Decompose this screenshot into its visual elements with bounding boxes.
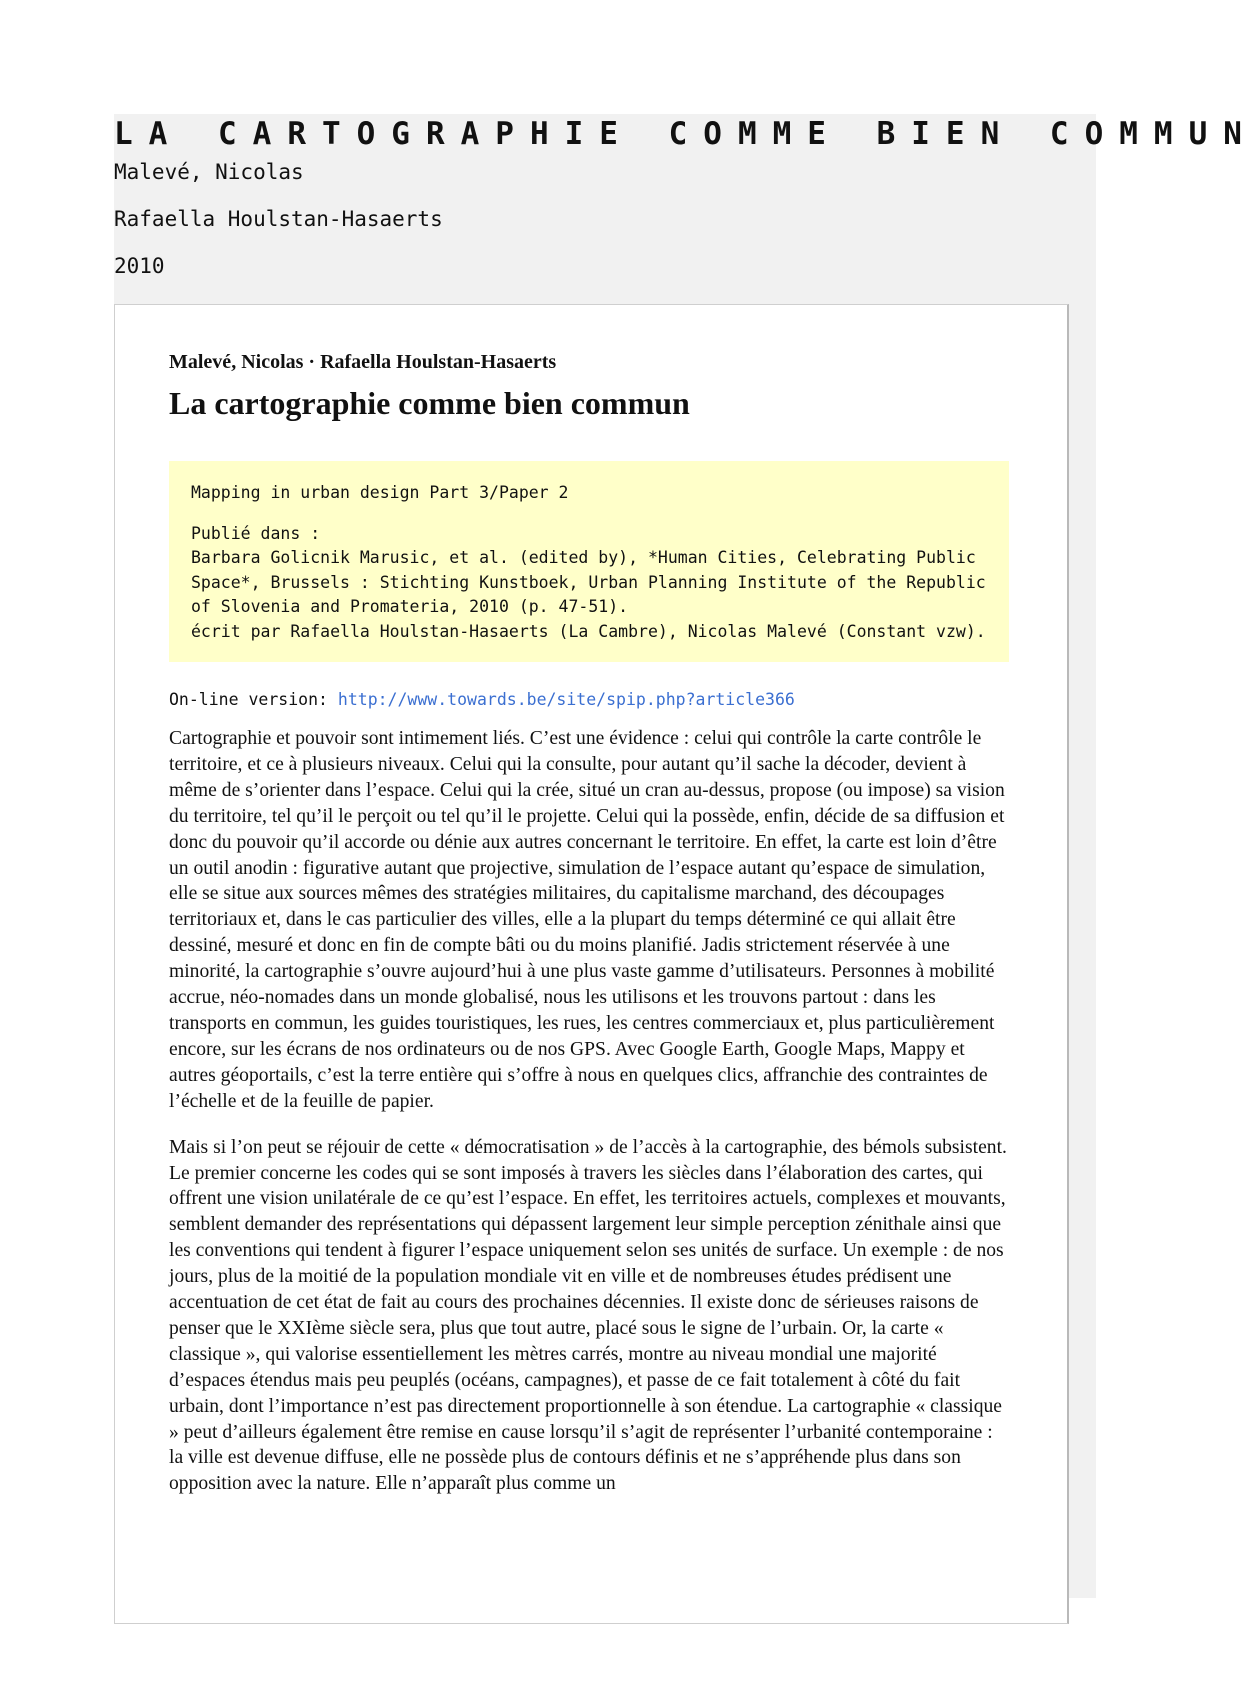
article-card xyxy=(114,304,1069,1624)
series-line: Mapping in urban design Part 3/Paper 2 xyxy=(191,483,569,502)
online-label: On-line version: xyxy=(169,690,338,709)
online-version xyxy=(169,688,1009,712)
body-paragraph: Mais si l’on peut se réjouir de cette « démocratisation » de l’accès à la cartographie, des bémols subsistent. Le premier concerne les codes qui se sont imposés à travers les siècles dans l’élaboration des cartes, qui offrent une vision unilatérale de ce qu’est l’espace. En effet, les territoires actuels, complexes et mouvants, semblent demander des représentations qui dépassent largement leur simple perception zénithale ainsi que les conventions qui tendent à figurer l’espace uniquement selon ses unités de surface. Un exemple : de nos jours, plus de la moitié de la population mondiale vit en ville et de nombreuses études prédisent une accentuation de cet état de fait au cours des prochaines décennies. Il existe donc de sérieuses raisons de penser que le XXIème siècle sera, plus que tout autre, placé sous le signe de l’urbain. Or, la carte « classique », qui valorise essentiellement les mètres carrés, montre au niveau mondial une majorité d’espaces étendus mais peu peuplés (océans, campagnes), et passe de ce fait totalement à côté du fait urbain, dont l’importance n’est pas directement proportionnelle à son étendue. La cartographie « classique » peut d’ailleurs également être remise en cause lorsqu’il s’agit de représenter l’urbanité contemporaine : la ville est devenue diffuse, elle ne possède plus de contours définis et ne s’appréhende plus dans son opposition avec la nature. Elle n’apparaît plus comme un xyxy=(169,1136,1007,1495)
publication-year: 2010 xyxy=(114,254,165,278)
article-content xyxy=(169,349,1009,1517)
article-byline: Malevé, Nicolas · Rafaella Houlstan-Hasaerts xyxy=(169,351,557,373)
body-paragraph: Cartographie et pouvoir sont intimement liés. C’est une évidence : celui qui contrôle la carte contrôle le territoire, et ce à plusieurs niveaux. Celui qui la consulte, pour autant qu’il sache la décoder, devient à même de s’orienter dans l’espace. Celui qui la crée, situé un cran au-dessus, propose (ou impose) sa vision du territoire, tel qu’il le perçoit ou tel qu’il le projette. Celui qui la possède, enfin, décide de sa diffusion et donc du pouvoir qu’il accorde ou dénie aux autres concernant le territoire. En effet, la carte est loin d’être un outil anodin : figurative autant que projective, simulation de l’espace autant qu’espace de simulation, elle se situe aux sources mêmes des stratégies militaires, du capitalisme marchand, des découpages territoriaux et, dans le cas particulier des villes, elle a la plupart du temps déterminé ce qui allait être dessiné, mesuré et donc en fin de compte bâti ou du moins planifié. Jadis strictement réservée à une minorité, la cartographie s’ouvre aujourd’hui à une plus vaste gamme d’utilisateurs. Personnes à mobilité accrue, néo-nomades dans un monde globalisé, nous les utilisons et les trouvons partout : dans les transports en commun, les guides touristiques, les rues, les centres commerciaux et, plus particulièrement encore, sur les écrans de nos ordinateurs ou de nos GPS. Avec Google Earth, Google Maps, Mappy et autres géoportails, c’est la terre entière qui s’offre à nous en quelques clics, affranchie des contraintes de l’échelle et de la feuille de papier. xyxy=(169,728,1005,1112)
article-body xyxy=(169,726,1009,1497)
publication-note xyxy=(169,461,1009,662)
co-author-name: Rafaella Houlstan-Hasaerts xyxy=(114,207,443,231)
article-title: La cartographie comme bien commun xyxy=(169,385,690,421)
written-by-line: écrit par Rafaella Houlstan-Hasaerts (La Cambre), Nicolas Malevé (Constant vzw). xyxy=(191,621,986,641)
author-name: Malevé, Nicolas xyxy=(114,160,304,184)
published-label: Publié dans : xyxy=(191,523,321,543)
document-title: LA CARTOGRAPHIE COMME BIEN COMMUN xyxy=(114,116,1258,152)
online-version-link[interactable]: http://www.towards.be/site/spip.php?article366 xyxy=(337,690,795,709)
published-reference: Barbara Golicnik Marusic, et al. (edited by), *Human Cities, Celebrating Public Space*, Brussels : Stichting Kunstboek, Urban Planning Institute of the Republic of Slovenia and Promateria, 2010 (p. 47-51). xyxy=(191,548,986,616)
document-page xyxy=(114,114,1258,1598)
